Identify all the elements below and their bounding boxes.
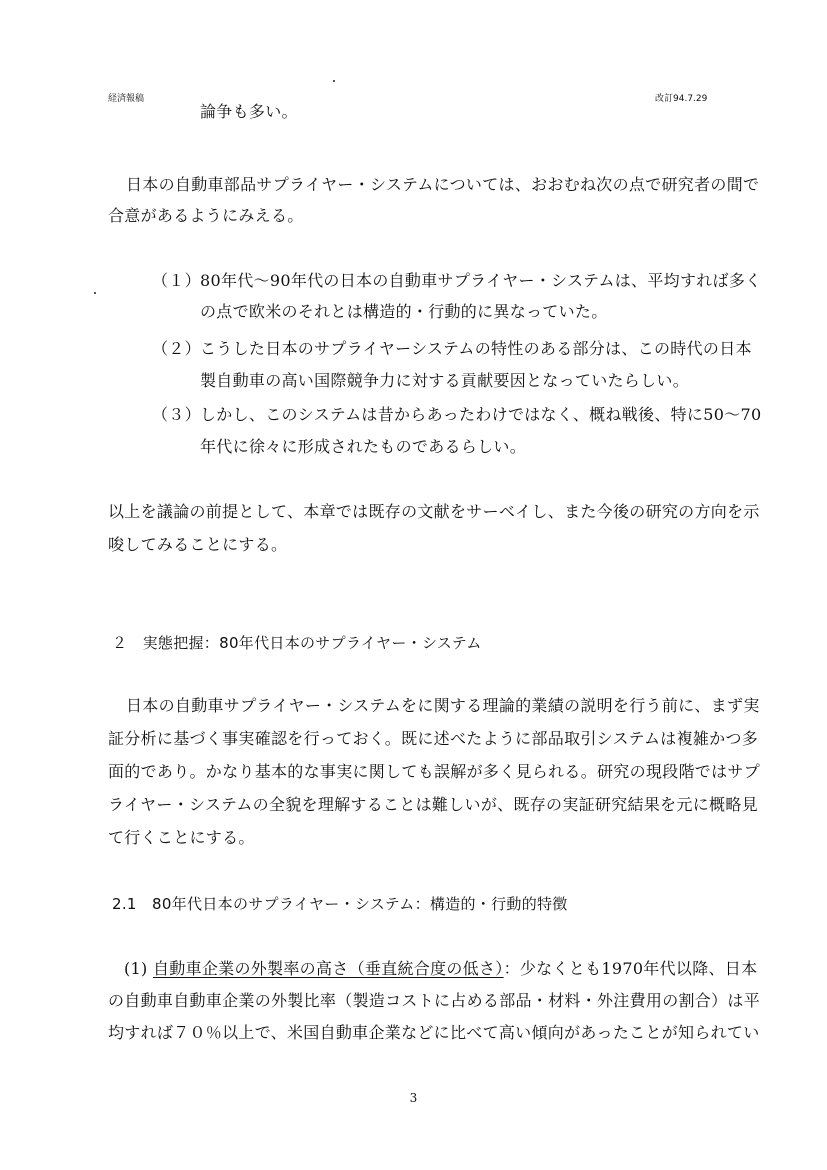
scan-speck bbox=[94, 292, 96, 294]
item-line: 均すれば７０％以上で、米国自動車企業などに比べて高い傾向があったことが知られてい bbox=[108, 1023, 760, 1042]
list-item-line: こうした日本のサプライヤーシステムの特性のある部分は、この時代の日本 bbox=[200, 339, 752, 358]
section-body-line: て行くことにする。 bbox=[108, 828, 255, 847]
header-left-label: 経済報稿 bbox=[108, 94, 145, 104]
list-item-line: の点で欧米のそれとは構造的・行動的に異なっていた。 bbox=[200, 302, 608, 321]
subsection-heading: 2.1 80年代日本のサプライヤー・システム：構造的・行動的特徴 bbox=[112, 895, 568, 913]
list-item-marker: （１） bbox=[152, 271, 201, 290]
item-label: (1) bbox=[124, 959, 148, 978]
summary-paragraph-line: 以上を議論の前提として、本章では既存の文献をサーベイし、また今後の研究の方向を示 bbox=[108, 502, 760, 521]
section-heading: ２ 実態把握：80年代日本のサプライヤー・システム bbox=[112, 634, 482, 652]
item-line: の自動車自動車企業の外製比率（製造コストに占める部品・材料・外注費用の割合）は平 bbox=[108, 991, 761, 1010]
item-line bbox=[124, 958, 757, 980]
section-body-line: 面的であり。かなり基本的な事実に関しても誤解が多く見られる。研究の現段階ではサプ bbox=[108, 762, 761, 781]
paragraph-continuation: 論争も多い。 bbox=[200, 102, 298, 121]
item-text: ：少なくとも1970年代以降、日本 bbox=[503, 959, 758, 978]
list-item-line: 80年代～90年代の日本の自動車サプライヤー・システムは、平均すれば多く bbox=[200, 271, 762, 290]
intro-paragraph-line: 日本の自動車部品サプライヤー・システムについては、おおむね次の点で研究者の間で bbox=[126, 175, 760, 194]
list-item-marker: （２） bbox=[152, 339, 201, 358]
list-item-line: 製自動車の高い国際競争力に対する貢献要因となっていたらしい。 bbox=[200, 371, 690, 390]
list-item-line: 年代に徐々に形成されたものであるらしい。 bbox=[200, 437, 527, 456]
section-body-line: 日本の自動車サプライヤー・システムをに関する理論的業績の説明を行う前に、まず実 bbox=[126, 696, 760, 715]
intro-paragraph-line: 合意があるようにみえる。 bbox=[108, 206, 304, 225]
page-number: 3 bbox=[409, 1091, 418, 1105]
scan-speck bbox=[333, 80, 335, 82]
list-item-marker: （３） bbox=[152, 405, 201, 424]
list-item-line: しかし、このシステムは昔からあったわけではなく、概ね戦後、特に50～70 bbox=[200, 405, 762, 424]
header-revision-date: 改訂94.7.29 bbox=[655, 94, 708, 104]
section-body-line: 証分析に基づく事実確認を行っておく。既に述べたように部品取引システムは複雑かつ多 bbox=[108, 729, 759, 748]
section-body-line: ライヤー・システムの全貌を理解することは難しいが、既存の実証研究結果を元に概略見 bbox=[108, 795, 758, 814]
underlined-heading: 自動車企業の外製率の高さ（垂直統合度の低さ） bbox=[152, 959, 504, 978]
summary-paragraph-line: 唆してみることにする。 bbox=[108, 535, 288, 554]
